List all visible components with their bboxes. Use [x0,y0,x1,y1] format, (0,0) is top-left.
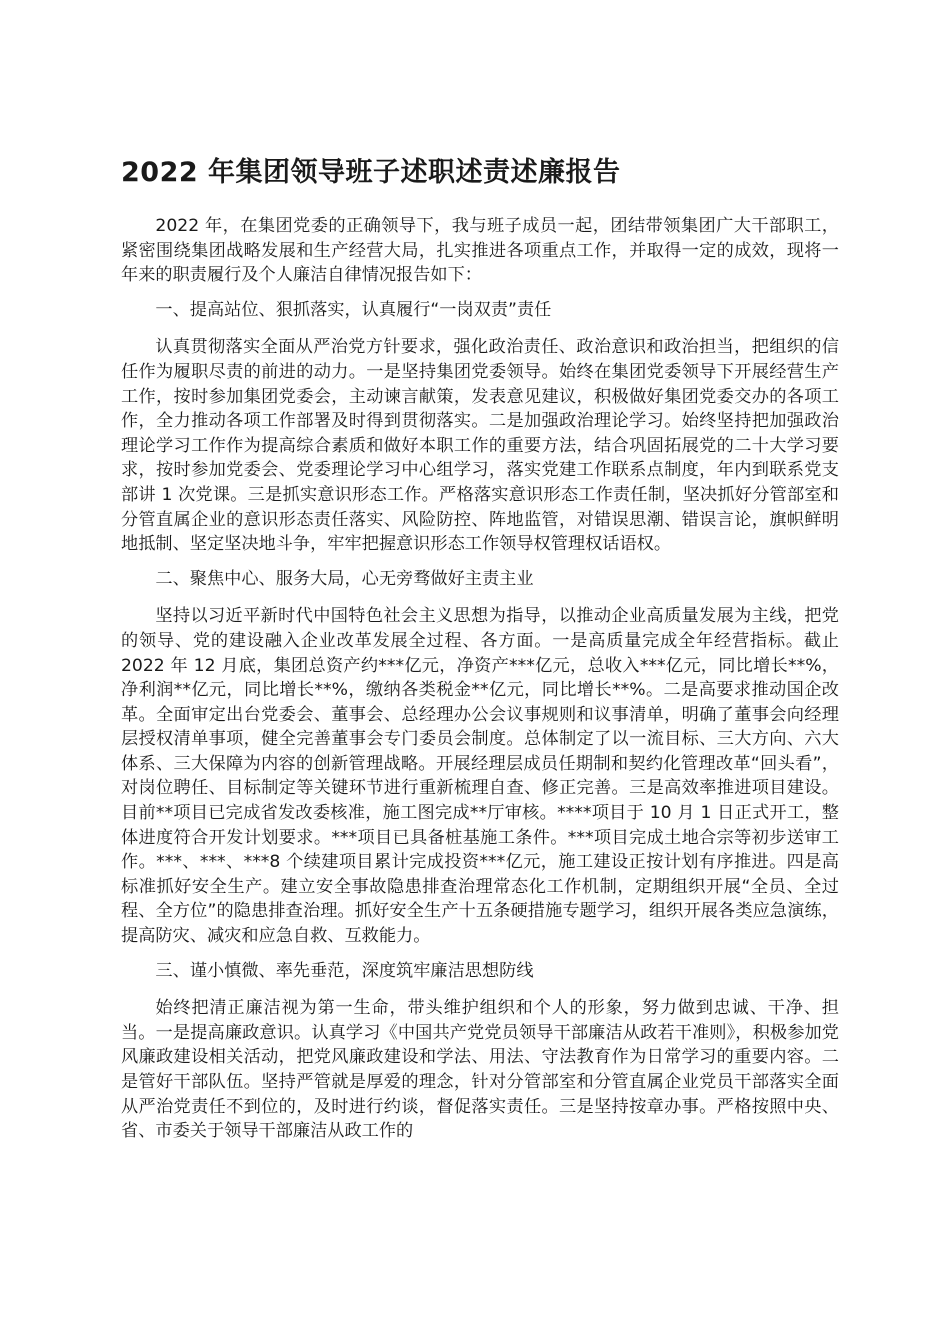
document-page [121,150,839,1154]
document-title: 2022 年集团领导班子述职述责述廉报告 [121,157,621,188]
intro-paragraph: 2022 年，在集团党委的正确领导下，我与班子成员一起，团结带领集团广大干部职工，紧密围绕集团战略发展和生产经营大局，扎实推进各项重点工作，并取得一定的成效，现将一年来的职责履行及个人廉洁自律情况报告如下： [121,216,839,286]
section-1-heading: 一、提高站位、狠抓落实，认真履行“一岗双责”责任 [155,299,552,320]
section-2-body: 坚持以习近平新时代中国特色社会主义思想为指导，以推动企业高质量发展为主线，把党的领导、党的建设融入企业改革发展全过程、各方面。一是高质量完成全年经营指标。截止 2022 年 12 月底，集团总资产约***亿元，净资产***亿元，总收入***亿元，同比增长**%，净利润**亿元，同比增长**%，缴纳各类税金**亿元，同比增长**%。二是高要求推动国企改革。全面审定出台党委会、董事会、总经理办公会议事规则和议事清单，明确了董事会向经理层授权清单事项，健全完善董事会专门委员会制度。总体制定了以一流目标、三大方向、六大体系、三大保障为内容的创新管理战略。开展经理层成员任期制和契约化管理改革“回头看”，对岗位聘任、目标制定等关键环节进行重新梳理自查、修正完善。三是高效率推进项目建设。目前**项目已完成省发改委核准，施工图完成**厅审核。****项目于 10 月 1 日正式开工，整体进度符合开发计划要求。***项目已具备桩基施工条件。***项目完成土地合宗等初步送审工作。***、***、***8 个续建项目累计完成投资***亿元，施工建设正按计划有序推进。四是高标准抓好安全生产。建立安全事故隐患排查治理常态化工作机制，定期组织开展“全员、全过程、全方位”的隐患排查治理。抓好安全生产十五条硬措施专题学习，组织开展各类应急演练，提高防灾、减灾和应急自救、互救能力。 [121,606,839,947]
section-3-body: 始终把清正廉洁视为第一生命，带头维护组织和个人的形象，努力做到忠诚、干净、担当。一是提高廉政意识。认真学习《中国共产党党员领导干部廉洁从政若干准则》，积极参加党风廉政建设相关活动，把党风廉政建设和学法、用法、守法教育作为日常学习的重要内容。二是管好干部队伍。坚持严管就是厚爱的理念，针对分管部室和分管直属企业党员干部落实全面从严治党责任不到位的，及时进行约谈，督促落实责任。三是坚持按章办事。严格按照中央、省、市委关于领导干部廉洁从政工作的 [121,998,839,1142]
section-3-heading: 三、谨小慎微、率先垂范，深度筑牢廉洁思想防线 [155,960,534,981]
section-1-body: 认真贯彻落实全面从严治党方针要求，强化政治责任、政治意识和政治担当，把组织的信任作为履职尽责的前进的动力。一是坚持集团党委领导。始终在集团党委领导下开展经营生产工作，按时参加集团党委会，主动谏言献策，发表意见建议，积极做好集团党委交办的各项工作，全力推动各项工作部署及时得到贯彻落实。二是加强政治理论学习。始终坚持把加强政治理论学习工作作为提高综合素质和做好本职工作的重要方法，结合巩固拓展党的二十大学习要求，按时参加党委会、党委理论学习中心组学习，落实党建工作联系点制度，年内到联系党支部讲 1 次党课。三是抓实意识形态工作。严格落实意识形态工作责任制，坚决抓好分管部室和分管直属企业的意识形态责任落实、风险防控、阵地监管，对错误思潮、错误言论，旗帜鲜明地抵制、坚定坚决地斗争，牢牢把握意识形态工作领导权管理权话语权。 [121,337,839,555]
section-2-heading: 二、聚焦中心、服务大局，心无旁骛做好主责主业 [155,568,534,589]
